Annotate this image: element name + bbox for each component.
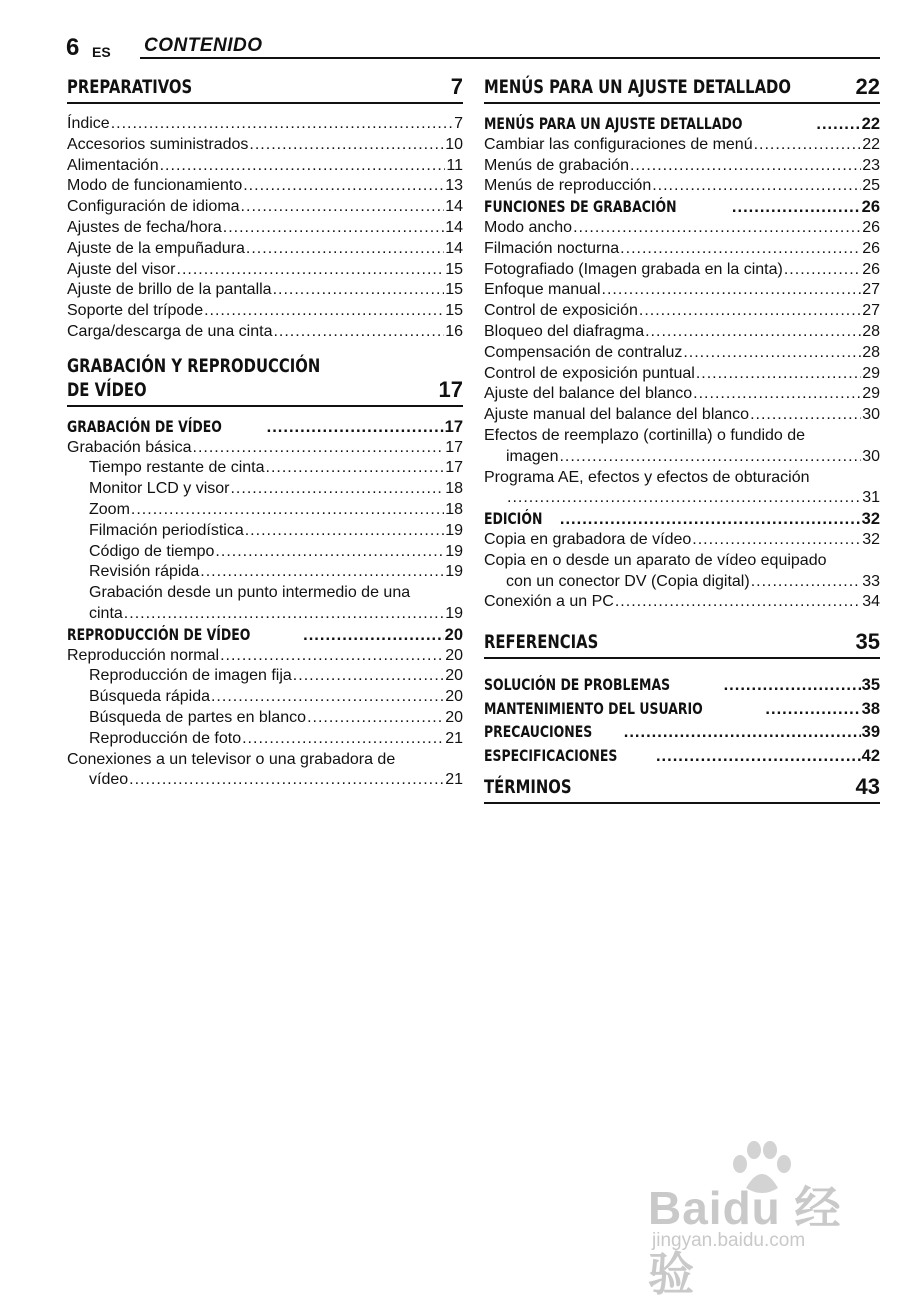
section-terminos <box>484 770 880 804</box>
toc-entry-line[interactable]: Programa AE, efectos y efectos de obturación <box>484 468 810 486</box>
toc-entry[interactable]: Ajuste del visor ..... 15 <box>67 260 463 281</box>
section-grabacion <box>67 355 463 407</box>
toc-entry[interactable]: Ajuste de brillo de la pantalla ..... 15 <box>67 280 463 301</box>
section-page: 35 <box>855 629 880 655</box>
toc-left-column <box>67 70 463 791</box>
toc-entry[interactable]: Ajustes de fecha/hora ..... 14 <box>67 218 463 239</box>
toc-subsection[interactable]: GRABACIÓN DE VÍDEO ..... 17 <box>67 417 463 438</box>
toc-subsection[interactable]: REPRODUCCIÓN DE VÍDEO ..... 20 <box>67 625 463 646</box>
toc-entry[interactable]: Reproducción de imagen fija ..... 20 <box>67 666 463 687</box>
toc-entry[interactable]: Zoom ..... 18 <box>67 500 463 521</box>
toc-entry[interactable]: Cambiar las configuraciones de menú ..... 22 <box>484 135 880 156</box>
toc-subsection[interactable]: PRECAUCIONES ..... 39 <box>484 720 880 744</box>
section-title-line1: GRABACIÓN Y REPRODUCCIÓN <box>67 354 321 377</box>
toc-entry[interactable]: Tiempo restante de cinta ..... 17 <box>67 458 463 479</box>
section-preparativos <box>67 70 463 104</box>
toc-entry[interactable]: Carga/descarga de una cinta ..... 16 <box>67 322 463 343</box>
toc-entry[interactable]: Código de tiempo ..... 19 <box>67 542 463 563</box>
toc-entry[interactable]: Fotografiado (Imagen grabada en la cinta) ..... 26 <box>484 260 880 281</box>
toc-entry[interactable]: con un conector DV (Copia digital) ..... 33 <box>484 572 880 593</box>
section-title-line2: DE VÍDEO <box>67 378 147 401</box>
section-page: 17 <box>438 376 463 402</box>
toc-subsection[interactable]: FUNCIONES DE GRABACIÓN ..... 26 <box>484 197 880 218</box>
toc-entry[interactable]: Reproducción de foto ..... 21 <box>67 729 463 750</box>
watermark-brand: Baidu 经验 <box>648 1182 842 1300</box>
toc-entry[interactable]: vídeo ..... 21 <box>67 770 463 791</box>
toc-entry[interactable]: Soporte del trípode ..... 15 <box>67 301 463 322</box>
toc-entry[interactable]: Índice ..... 7 <box>67 114 463 135</box>
toc-entry[interactable]: Revisión rápida ..... 19 <box>67 562 463 583</box>
page-title: CONTENIDO <box>144 35 263 56</box>
watermark-logo <box>648 1138 888 1300</box>
section-title: MENÚS PARA UN AJUSTE DETALLADO <box>484 76 791 98</box>
toc-entry[interactable]: Grabación básica ..... 17 <box>67 438 463 459</box>
section-title: PREPARATIVOS <box>67 76 193 98</box>
toc-entry[interactable]: Compensación de contraluz ..... 28 <box>484 343 880 364</box>
section-page: 22 <box>855 74 880 99</box>
toc-entry[interactable]: Ajuste manual del balance del blanco ..... 30 <box>484 405 880 426</box>
toc-entry[interactable]: cinta ..... 19 <box>67 604 463 625</box>
section-title: TÉRMINOS <box>484 775 572 798</box>
toc-entry[interactable]: Modo de funcionamiento ..... 13 <box>67 176 463 197</box>
toc-entry[interactable]: Búsqueda rápida ..... 20 <box>67 687 463 708</box>
section-title: REFERENCIAS <box>484 631 599 654</box>
toc-entry[interactable]: Modo ancho ..... 26 <box>484 218 880 239</box>
toc-entry[interactable]: imagen ..... 30 <box>484 447 880 468</box>
toc-entry[interactable]: Reproducción normal ..... 20 <box>67 646 463 667</box>
toc-entry[interactable]: Copia en grabadora de vídeo ..... 32 <box>484 530 880 551</box>
toc-entry[interactable]: Alimentación ..... 11 <box>67 156 463 177</box>
toc-entry[interactable]: Filmación nocturna ..... 26 <box>484 239 880 260</box>
toc-entry[interactable]: Menús de grabación ..... 23 <box>484 156 880 177</box>
section-menus <box>484 70 880 104</box>
toc-entry-line[interactable]: Grabación desde un punto intermedio de una <box>89 584 411 602</box>
toc-entry[interactable]: Conexión a un PC ..... 34 <box>484 592 880 613</box>
toc-entry[interactable]: Control de exposición puntual ..... 29 <box>484 364 880 385</box>
toc-right-column <box>484 70 880 814</box>
toc-subsection[interactable]: MENÚS PARA UN AJUSTE DETALLADO ..... 22 <box>484 114 880 135</box>
toc-entry[interactable]: Filmación periodística ..... 19 <box>67 521 463 542</box>
page-header <box>66 32 880 62</box>
toc-entry[interactable]: Ajuste del balance del blanco ..... 29 <box>484 384 880 405</box>
toc-entry[interactable]: Accesorios suministrados ..... 10 <box>67 135 463 156</box>
section-page: 7 <box>450 74 463 99</box>
toc-entry-line[interactable]: Conexiones a un televisor o una grabadora de <box>67 750 396 768</box>
toc-entry-line[interactable]: Efectos de reemplazo (cortinilla) o fundido de <box>484 426 806 444</box>
page-number: 6 <box>66 34 80 61</box>
toc-entry[interactable]: Ajuste de la empuñadura ..... 14 <box>67 239 463 260</box>
toc-entry[interactable]: Monitor LCD y visor ..... 18 <box>67 479 463 500</box>
toc-subsection[interactable]: SOLUCIÓN DE PROBLEMAS ..... 35 <box>484 673 880 697</box>
toc-entry[interactable]: ..... 31 <box>484 488 880 509</box>
watermark-url: jingyan.baidu.com <box>652 1230 806 1251</box>
toc-entry[interactable]: Menús de reproducción ..... 25 <box>484 176 880 197</box>
toc-entry[interactable]: Configuración de idioma ..... 14 <box>67 197 463 218</box>
section-referencias <box>484 625 880 659</box>
toc-subsection[interactable]: ESPECIFICACIONES ..... 42 <box>484 744 880 768</box>
toc-entry[interactable]: Control de exposición ..... 27 <box>484 301 880 322</box>
header-rule <box>140 57 880 59</box>
toc-subsection[interactable]: MANTENIMIENTO DEL USUARIO ..... 38 <box>484 697 880 721</box>
language-code: ES <box>92 44 111 60</box>
section-page: 43 <box>855 773 880 799</box>
toc-entry[interactable]: Búsqueda de partes en blanco ..... 20 <box>67 708 463 729</box>
toc-entry-line[interactable]: Copia en o desde un aparato de vídeo equipado <box>484 551 827 569</box>
toc-entry[interactable]: Enfoque manual ..... 27 <box>484 280 880 301</box>
toc-entry[interactable]: Bloqueo del diafragma ..... 28 <box>484 322 880 343</box>
toc-subsection[interactable]: EDICIÓN ..... 32 <box>484 509 880 530</box>
